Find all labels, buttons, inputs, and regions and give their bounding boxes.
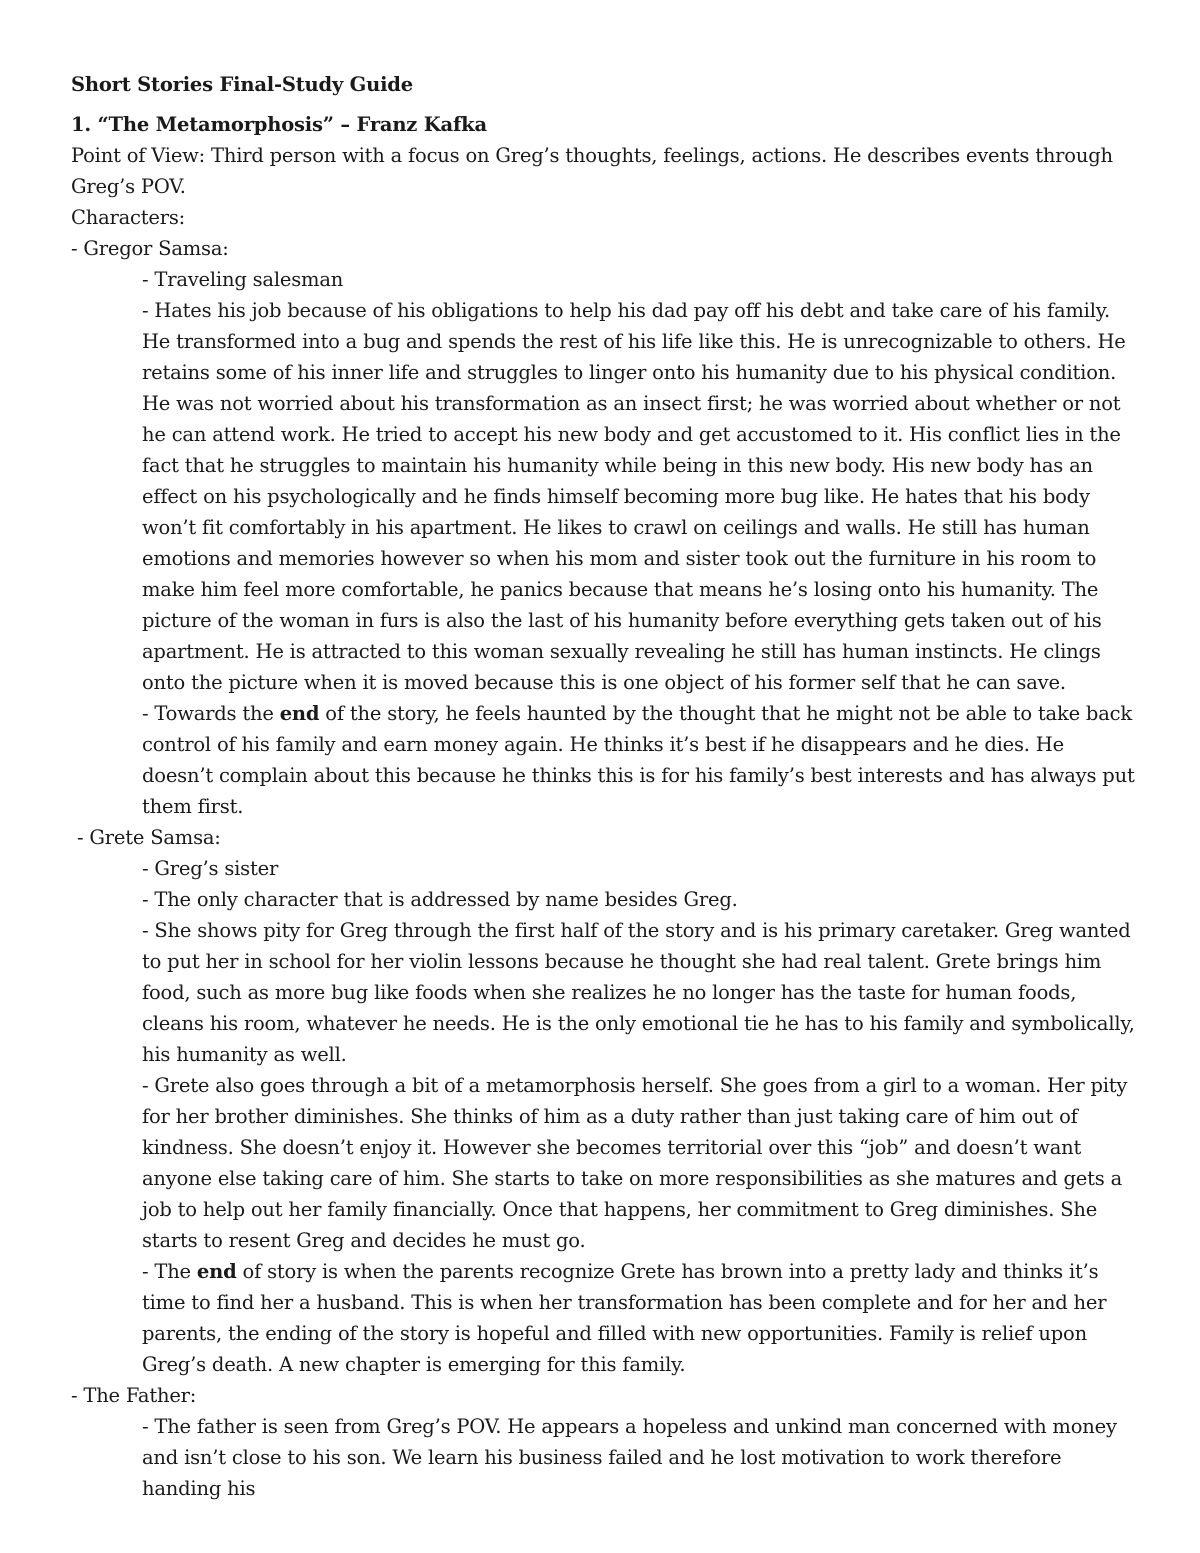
characters-label: Characters: [71,206,186,229]
grete-point-5-post: of story is when the parents recognize Grete has brown into a pretty lady and thinks it’s time to find her a husband. This is when her transformation has been complete and for her and her parents, the ending of the story is hopeful and filled with new opportunities. Family is relief upon Greg’s death. A new chapter is emerging for this family. [142,1260,1107,1376]
pov-line-1: Point of View: Third person with a focus on Greg’s thoughts, feelings, actions. He describes events through [71,144,1113,167]
gregor-point-2: - Hates his job because of his obligations to help his dad pay off his debt and take care of his family. He transformed into a bug and spends the rest of his life like this. He is unrecognizable to others. He retains some of his inner life and struggles to linger onto his humanity due to his physical condition. He was not worried about his transformation as an insect first; he was worried about whether or not he can attend work. He tried to accept his new body and get accustomed to it. His conflict lies in the fact that he struggles to maintain his humanity while being in this new body. His new body has an effect on his psychologically and he finds himself becoming more bug like. He hates that his body won’t fit comfortably in his apartment. He likes to crawl on ceilings and walls. He still has human emotions and memories however so when his mom and sister took out the furniture in his room to make him feel more comfortable, he panics because that means he’s losing onto his humanity. The picture of the woman in furs is also the last of his humanity before everything gets taken out of his apartment. He is attracted to this woman sexually revealing he still has human instincts. He clings onto the picture when it is moved because this is one object of his former self that he can save. [142,299,1126,694]
gregor-point-1: - Traveling salesman [142,268,344,291]
gregor-point-3-bold: end [279,702,320,725]
grete-point-5-bold: end [196,1260,237,1283]
grete-point-1: - Greg’s sister [142,857,279,880]
grete-point-3: - She shows pity for Greg through the first half of the story and is his primary caretaker. Greg wanted to put her in school for her violin lessons because he thought she had real talent. Grete brings him food, such as more bug like foods when she realizes he no longer has the taste for human foods, cleans his room, whatever he needs. He is the only emotional tie he has to his family and symbolically, his humanity as well. [142,919,1135,1066]
gregor-point-3 [71,698,1140,822]
gregor-point-3-post: of the story, he feels haunted by the thought that he might not be able to take back control of his family and earn money again. He thinks it’s best if he disappears and he dies. He doesn’t complain about this because he thinks this is for his family’s best interests and has always put them first. [142,702,1135,818]
character-gregor-name: - Gregor Samsa: [71,237,229,260]
pov-line-2: Greg’s POV. [71,175,186,198]
father-point-1: - The father is seen from Greg’s POV. He appears a hopeless and unkind man concerned with money and isn’t close to his son. We learn his business failed and he lost motivation to work therefore handing his [142,1415,1117,1500]
document-title: Short Stories Final-Study Guide [71,73,413,96]
gregor-point-3-pre: - Towards the [142,702,280,725]
section-heading: 1. “The Metamorphosis” – Franz Kafka [71,113,487,136]
grete-point-5-pre: - The [142,1260,197,1283]
grete-point-4: - Grete also goes through a bit of a metamorphosis herself. She goes from a girl to a woman. Her pity for her brother diminishes. She thinks of him as a duty rather than just taking care of him out of kindness. She doesn’t enjoy it. However she becomes territorial over this “job” and doesn’t want anyone else taking care of him. She starts to take on more responsibilities as she matures and gets a job to help out her family financially. Once that happens, her commitment to Greg diminishes. She starts to resent Greg and decides he must go. [142,1074,1128,1252]
character-father-name: - The Father: [71,1384,197,1407]
character-grete-name: - Grete Samsa: [71,826,221,849]
grete-point-5 [71,1256,1140,1380]
grete-point-2: - The only character that is addressed by name besides Greg. [142,888,738,911]
